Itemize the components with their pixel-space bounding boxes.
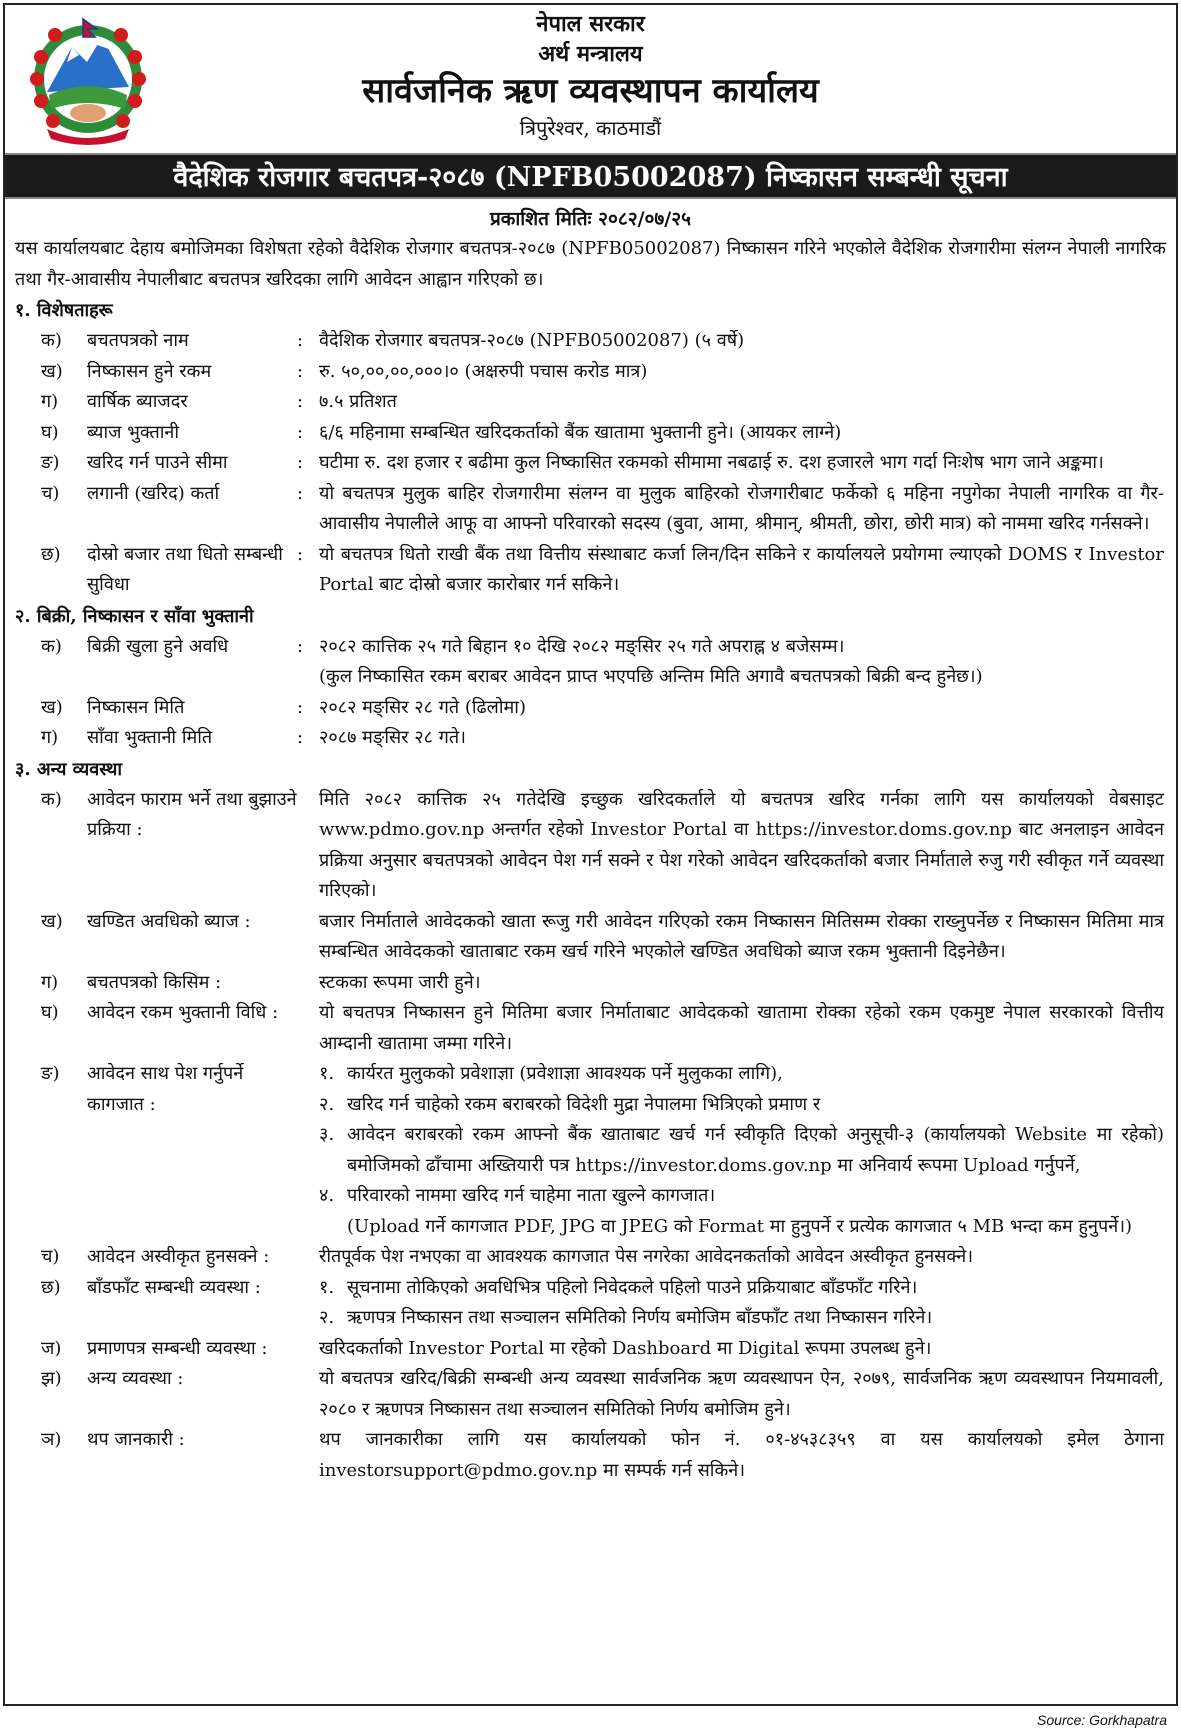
item-label: खरिद गर्न पाउने सीमा — [87, 452, 228, 473]
list-item — [5, 448, 1176, 479]
item-value-text: रु. ५०,००,००,०००।० (अक्षरुपी पचास करोड मात्र) — [319, 360, 648, 382]
colon-separator: : — [297, 696, 304, 718]
colon-separator: : — [297, 452, 304, 473]
colon-separator: : — [297, 482, 304, 504]
list-item — [5, 418, 1176, 449]
item-marker: ग) — [41, 391, 59, 412]
item-value-text: २०८२ कात्तिक २५ गते बिहान १० देखि २०८२ मङ्सिर २५ गते अपराह्न ४ बजेसम्म। — [319, 635, 845, 657]
item-value — [319, 1242, 1164, 1273]
item-value-text: घटीमा रु. दश हजार र बढीमा कुल निष्कासित रकमको सीमामा नबढाई रु. दश हजारले भाग गर्दा निःशेष भाग जाने अङ्कमा। — [319, 452, 1104, 473]
item-marker: ङ) — [41, 452, 60, 473]
item-value — [319, 1059, 1164, 1242]
sub-item-number: १. — [319, 1276, 335, 1298]
item-label: साँवा भुक्तानी मिति — [87, 727, 213, 748]
sub-item-text: आवेदन बराबरको रकम आफ्नो बैंक खाताबाट खर्च गर्न स्वीकृति दिएको अनुसूची-३ (कार्यालयको Website मा रहेको) बमोजिमको ढाँचामा अख्तियारी पत्र https://investor.doms.gov.np मा अनिवार्य रूपमा Upload गर्नुपर्ने, — [347, 1124, 1164, 1176]
item-value-text: यो बचतपत्र मुलुक बाहिर रोजगारीमा संलग्न वा मुलुक बाहिरको रोजगारीबाट फर्केको ६ महिना नपुगेका नेपाली नागरिक वा गैर-आवासीय नेपालीले आफू वा आफ्नो परिवारको सदस्य (बुवा, आमा, श्रीमान्, श्रीमती, छोरा, छोरी मात्र) को नाममा खरिद गर्नसक्ने। — [319, 482, 1164, 534]
item-marker: झ) — [41, 1368, 62, 1389]
list-item — [5, 907, 1176, 968]
item-value — [319, 1334, 1164, 1365]
item-marker: घ) — [41, 1002, 59, 1023]
item-label: अन्य व्यवस्था : — [87, 1368, 184, 1389]
colon-separator — [297, 785, 319, 907]
item-value — [319, 907, 1164, 968]
list-item — [5, 785, 1176, 907]
intro-paragraph: यस कार्यालयबाट देहाय बमोजिमका विशेषता रहेको वैदेशिक रोजगार बचतपत्र-२०८७ (NPFB05002087) निष्कासन गरिने भएकोले वैदेशिक रोजगारीमा संलग्न नेपाली नागरिक तथा गैर-आवासीय नेपालीबाट बचतपत्र खरिदका लागि आवेदन आह्वान गरिएको छ। — [15, 238, 1166, 290]
item-marker: क) — [41, 330, 62, 351]
item-marker: छ) — [41, 1276, 61, 1298]
item-label: लगानी (खरिद) कर्ता — [87, 482, 220, 504]
item-value — [319, 693, 1164, 724]
sub-item-number: ३. — [319, 1124, 335, 1145]
item-marker: ग) — [41, 971, 59, 993]
notice-frame — [3, 3, 1178, 1706]
sub-item-text: सूचनामा तोकिएको अवधिभित्र पहिलो निवेदकले पहिलो पाउने प्रक्रियाबाट बाँडफाँट गरिने। — [347, 1276, 918, 1298]
colon-separator — [297, 998, 319, 1059]
colon-separator: : — [297, 727, 304, 748]
header — [5, 5, 1176, 153]
colon-separator — [297, 968, 319, 999]
item-marker: च) — [41, 482, 60, 504]
item-value — [319, 540, 1164, 601]
published-date: प्रकाशित मितिः २०८२/०७/२५ — [489, 208, 692, 230]
item-label: आवेदन फाराम भर्ने तथा बुझाउने प्रक्रिया : — [87, 788, 297, 840]
section-heading: २. बिक्री, निष्कासन र साँवा भुक्तानी — [15, 605, 254, 627]
item-value-text: यो बचतपत्र खरिद/बिक्री सम्बन्धी अन्य व्यवस्था सार्वजनिक ऋण व्यवस्थापन ऐन, २०७९, सार्वजनिक ऋण व्यवस्थापन नियमावली, २०८० र ऋणपत्र निष्कासन तथा सञ्चालन समितिको निर्णय बमोजिम हुने। — [319, 1368, 1164, 1420]
item-value-text: २०८२ मङ्सिर २८ गते (ढिलोमा) — [319, 696, 526, 718]
item-value — [319, 357, 1164, 388]
colon-separator: : — [297, 543, 304, 565]
item-value-text: खरिदकर्ताको Investor Portal मा रहेको Dashboard मा Digital रूपमा उपलब्ध हुने। — [319, 1337, 932, 1359]
list-item — [5, 1425, 1176, 1486]
item-value — [319, 632, 1164, 693]
item-value — [319, 418, 1164, 449]
item-value-text: यो बचतपत्र धितो राखी बैंक तथा वित्तीय संस्थाबाट कर्जा लिन/दिन सकिने र कार्यालयले प्रयोगमा ल्याएको DOMS र Investor Portal बाट दोस्रो बजार कारोबार गर्न सकिने। — [319, 543, 1164, 595]
sub-item — [319, 1303, 1164, 1334]
item-value-text: मिति २०८२ कात्तिक २५ गतेदेखि इच्छुक खरिदकर्ताले यो बचतपत्र खरिद गर्नका लागि यस कार्यालयको वेबसाइट www.pdmo.gov.np अन्तर्गत रहेको Investor Portal वा https://investor.doms.gov.np बाट अनलाइन आवेदन प्रक्रिया अनुसार बचतपत्रको आवेदन पेश गर्न सक्ने र पेश गरेको आवेदन खरिदकर्ताको बजार निर्माताले रुजु गरी स्वीकृत गर्ने व्यवस्था गरिएको। — [319, 788, 1164, 901]
section-heading: ३. अन्य व्यवस्था — [15, 758, 123, 780]
list-item — [5, 387, 1176, 418]
item-label: बिक्री खुला हुने अवधि — [87, 635, 229, 657]
sub-item-text: ऋणपत्र निष्कासन तथा सञ्चालन समितिको निर्णय बमोजिम बाँडफाँट तथा निष्कासन गरिने। — [347, 1307, 933, 1328]
list-item — [5, 540, 1176, 601]
list-item — [5, 1059, 1176, 1242]
item-value-text: थप जानकारीका लागि यस कार्यालयको फोन नं. ०१-४५३८३५९ वा यस कार्यालयको इमेल ठेगाना investorsupport@pdmo.gov.np मा सम्पर्क गर्न सकिने। — [319, 1429, 1164, 1481]
item-marker: ख) — [41, 696, 63, 718]
notice-sections — [5, 295, 1176, 1486]
item-label: प्रमाणपत्र सम्बन्धी व्यवस्था : — [87, 1337, 268, 1359]
ministry-name: अर्थ मन्त्रालय — [538, 41, 643, 67]
sub-item — [319, 1059, 1164, 1090]
colon-separator: : — [297, 391, 304, 412]
item-value — [319, 326, 1164, 357]
colon-separator: : — [297, 360, 304, 382]
government-name: नेपाल सरकार — [536, 11, 645, 37]
colon-separator — [297, 1242, 319, 1273]
item-value — [319, 479, 1164, 540]
item-label: आवेदन रकम भुक्तानी विधि : — [87, 1002, 279, 1023]
item-value — [319, 1425, 1164, 1486]
item-label: ब्याज भुक्तानी — [87, 421, 180, 443]
list-item — [5, 1334, 1176, 1365]
colon-separator: : — [297, 421, 304, 443]
item-marker: ख) — [41, 910, 63, 932]
item-label: आवेदन अस्वीकृत हुनसक्ने : — [87, 1246, 270, 1267]
item-value-text: ७.५ प्रतिशत — [319, 391, 397, 412]
item-label: दोस्रो बजार तथा धितो सम्बन्धी सुविधा — [87, 543, 283, 595]
sub-item — [319, 1181, 1164, 1212]
item-note: (कुल निष्कासित रकम बराबर आवेदन प्राप्त भएपछि अन्तिम मिति अगावै बचतपत्रको बिक्री बन्द हुनेछ।) — [319, 666, 983, 687]
item-label: थप जानकारी : — [87, 1429, 185, 1450]
item-value-text: यो बचतपत्र निष्कासन हुने मितिमा बजार निर्माताबाट आवेदकको खातामा रोक्का रहेको रकम एकमुष्ट नेपाल सरकारको वित्तीय आम्दानी खातामा जम्मा गरिने। — [319, 1002, 1164, 1054]
sub-item-number: १. — [319, 1063, 335, 1084]
sub-item-number: २. — [319, 1307, 335, 1328]
item-marker: क) — [41, 788, 62, 810]
item-label: निष्कासन हुने रकम — [87, 360, 212, 382]
colon-separator — [297, 1273, 319, 1334]
sub-item-number: २. — [319, 1093, 335, 1115]
sub-item — [319, 1120, 1164, 1181]
list-item — [5, 1364, 1176, 1425]
item-value-text: ६/६ महिनामा सम्बन्धित खरिदकर्ताको बैंक खातामा भुक्तानी हुने। (आयकर लाग्ने) — [319, 421, 842, 443]
colon-separator — [297, 1364, 319, 1425]
item-label: आवेदन साथ पेश गर्नुपर्ने कागजात : — [87, 1063, 244, 1115]
colon-separator — [297, 1059, 319, 1242]
sub-item-text: खरिद गर्न चाहेको रकम बराबरको विदेशी मुद्रा नेपालमा भित्रिएको प्रमाण र — [347, 1093, 821, 1115]
item-label: वार्षिक ब्याजदर — [87, 391, 188, 412]
list-item — [5, 693, 1176, 724]
item-marker: घ) — [41, 421, 59, 443]
item-label: निष्कासन मिति — [87, 696, 185, 718]
item-value — [319, 968, 1164, 999]
item-marker: च) — [41, 1246, 60, 1267]
colon-separator — [297, 1425, 319, 1486]
item-value-text: रीतपूर्वक पेश नभएका वा आवश्यक कागजात पेस नगरेका आवेदनकर्ताको आवेदन अस्वीकृत हुनसक्ने। — [319, 1246, 974, 1267]
item-marker: ञ) — [41, 1429, 62, 1450]
list-item — [5, 326, 1176, 357]
colon-separator: : — [297, 330, 304, 351]
item-note: (Upload गर्ने कागजात PDF, JPG वा JPEG को Format मा हुनुपर्ने र प्रत्येक कागजात ५ MB भन्दा कम हुनुपर्ने।) — [347, 1215, 1133, 1237]
item-value — [319, 1364, 1164, 1425]
item-value — [319, 998, 1164, 1059]
item-marker: क) — [41, 635, 62, 657]
sub-item — [319, 1090, 1164, 1121]
colon-separator — [297, 907, 319, 968]
item-value — [319, 448, 1164, 479]
office-address: त्रिपुरेश्वर, काठमाडौं — [519, 116, 662, 140]
sub-item-text: कार्यरत मुलुकको प्रवेशाज्ञा (प्रवेशाज्ञा आवश्यक पर्ने मुलुकका लागि), — [347, 1063, 783, 1084]
colon-separator: : — [297, 635, 304, 657]
list-item — [5, 998, 1176, 1059]
sub-item-number: ४. — [319, 1185, 335, 1206]
item-value — [319, 723, 1164, 754]
item-marker: ख) — [41, 360, 63, 382]
item-label: खण्डित अवधिको ब्याज : — [87, 910, 251, 932]
item-value-text: स्टकका रूपमा जारी हुने। — [319, 971, 481, 993]
list-item — [5, 723, 1176, 754]
item-label: बाँडफाँट सम्बन्धी व्यवस्था : — [87, 1276, 261, 1298]
office-name: सार्वजनिक ऋण व्यवस्थापन कार्यालय — [362, 71, 819, 111]
list-item — [5, 357, 1176, 388]
source-credit: Source: Gorkhapatra — [1037, 1712, 1167, 1728]
list-item — [5, 632, 1176, 693]
colon-separator — [297, 1334, 319, 1365]
item-marker: ज) — [41, 1337, 62, 1359]
item-value-text: २०८७ मङ्सिर २८ गते। — [319, 727, 466, 748]
item-label: बचतपत्रको किसिम : — [87, 971, 222, 993]
list-item — [5, 968, 1176, 999]
item-value — [319, 387, 1164, 418]
section-heading: १. विशेषताहरू — [15, 300, 113, 321]
item-marker: छ) — [41, 543, 61, 565]
sub-item — [319, 1273, 1164, 1304]
item-value — [319, 785, 1164, 907]
item-value-text: बजार निर्माताले आवेदकको खाता रूजु गरी आवेदन गरिएको रकम निष्कासन मितिसम्म रोक्का राख्नुपर्नेछ र निष्कासन मितिमा मात्र सम्बन्धित आवेदकको खाताबाट रकम खर्च गरिने भएकोले खण्डित अवधिको ब्याज रकम भुक्तानी दिइनेछैन। — [319, 910, 1164, 962]
sub-item-text: परिवारको नाममा खरिद गर्न चाहेमा नाता खुल्ने कागजात। — [347, 1185, 716, 1206]
list-item — [5, 1242, 1176, 1273]
item-value-text: वैदेशिक रोजगार बचतपत्र-२०८७ (NPFB05002087) (५ वर्षे) — [319, 330, 745, 351]
list-item — [5, 1273, 1176, 1334]
item-value — [319, 1273, 1164, 1334]
item-marker: ङ) — [41, 1063, 60, 1084]
item-marker: ग) — [41, 727, 59, 748]
notice-title: वैदेशिक रोजगार बचतपत्र-२०८७ (NPFB05002087) निष्कासन सम्बन्धी सूचना — [5, 153, 1176, 199]
item-label: बचतपत्रको नाम — [87, 330, 189, 351]
list-item — [5, 479, 1176, 540]
